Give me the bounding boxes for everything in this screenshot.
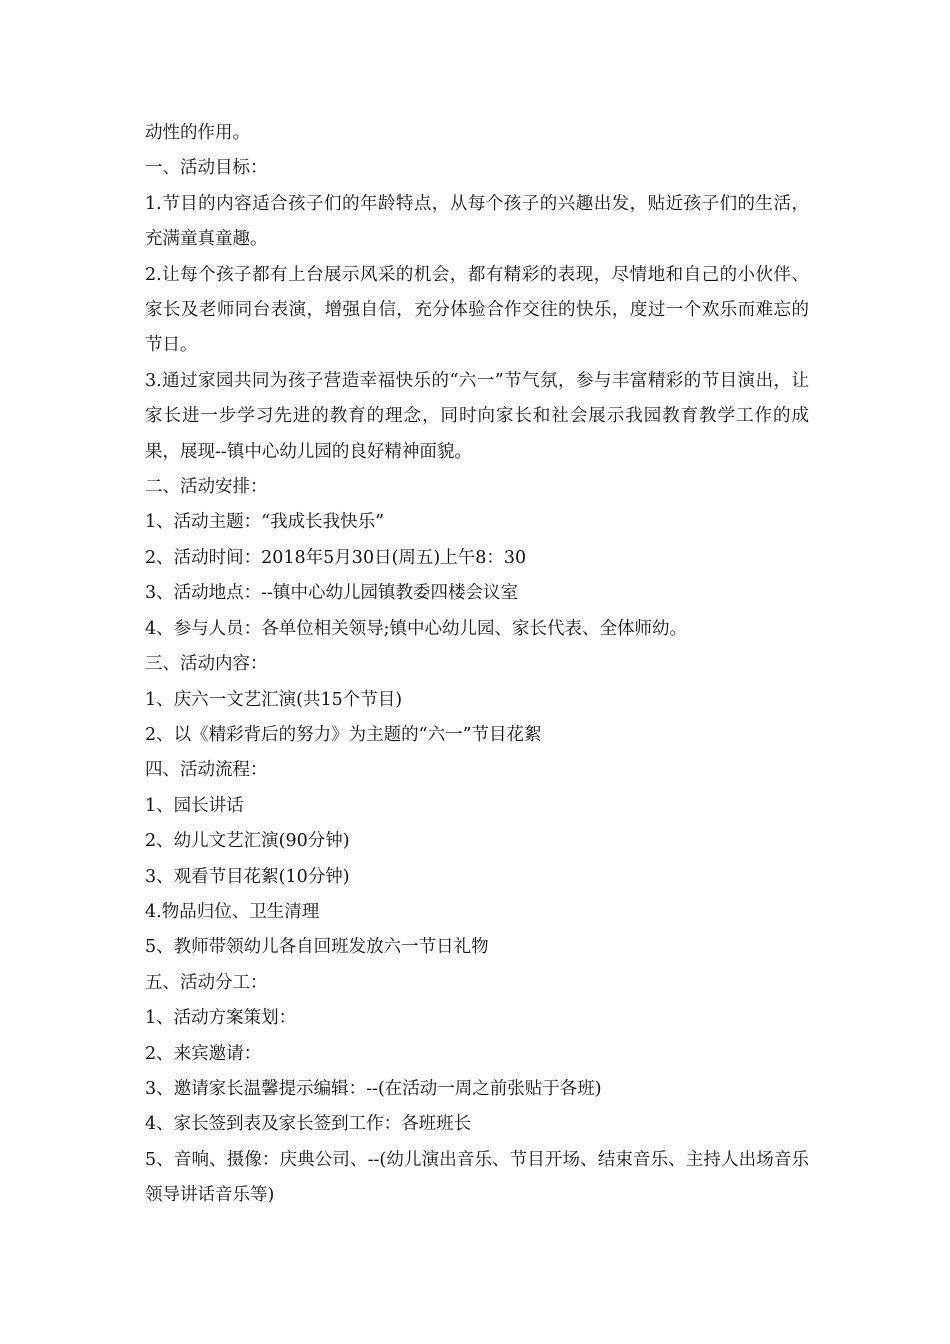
division-item-1: 1、活动方案策划： bbox=[145, 1008, 297, 1029]
division-item-5: 5、音响、摄像：庆典公司、--(幼儿演出音乐、节目开场、结束音乐、主持人出场音乐领导讲话音乐等) bbox=[145, 1149, 809, 1206]
section-heading-goals: 一、活动目标： bbox=[145, 158, 268, 179]
section-heading-arrangement: 二、活动安排： bbox=[145, 477, 268, 498]
process-item-4: 4.物品归位、卫生清理 bbox=[145, 901, 320, 922]
section-heading-content: 三、活动内容： bbox=[145, 654, 268, 675]
process-item-3: 3、观看节目花絮(10分钟) bbox=[145, 866, 350, 887]
arrangement-location: 3、活动地点：--镇中心幼儿园镇教委四楼会议室 bbox=[145, 583, 518, 604]
content-item-2: 2、以《精彩背后的努力》为主题的“六一”节目花絮 bbox=[145, 724, 542, 745]
process-item-1: 1、园长讲话 bbox=[145, 795, 244, 816]
document-body bbox=[145, 116, 809, 1214]
section-heading-process: 四、活动流程： bbox=[145, 760, 268, 781]
goal-item-1: 1.节目的内容适合孩子们的年龄特点，从每个孩子的兴趣出发，贴近孩子们的生活，充满童真童趣。 bbox=[145, 193, 809, 250]
division-item-4: 4、家长签到表及家长签到工作：各班班长 bbox=[145, 1114, 472, 1135]
section-heading-division: 五、活动分工： bbox=[145, 972, 268, 993]
content-item-1: 1、庆六一文艺汇演(共15个节目) bbox=[145, 689, 403, 710]
process-item-2: 2、幼儿文艺汇演(90分钟) bbox=[145, 831, 350, 852]
process-item-5: 5、教师带领幼儿各自回班发放六一节日礼物 bbox=[145, 937, 489, 958]
arrangement-participants: 4、参与人员：各单位相关领导;镇中心幼儿园、家长代表、全体师幼。 bbox=[145, 618, 688, 639]
arrangement-theme: 1、活动主题：“我成长我快乐” bbox=[145, 512, 385, 533]
arrangement-time: 2、活动时间：2018年5月30日(周五)上午8：30 bbox=[145, 547, 527, 568]
paragraph-intro-continuation: 动性的作用。 bbox=[145, 123, 250, 143]
goal-item-3: 3.通过家园共同为孩子营造幸福快乐的“六一”节气氛，参与丰富精彩的节目演出，让家长进一步学习先进的教育的理念，同时向家长和社会展示我园教育教学工作的成果，展现--镇中心幼儿园的良好精神面貌。 bbox=[145, 370, 809, 462]
goal-item-2: 2.让每个孩子都有上台展示风采的机会，都有精彩的表现，尽情地和自己的小伙伴、家长及老师同台表演，增强自信，充分体验合作交往的快乐，度过一个欢乐而难忘的节日。 bbox=[145, 264, 809, 356]
division-item-2: 2、来宾邀请： bbox=[145, 1043, 262, 1064]
division-item-3: 3、邀请家长温馨提示编辑：--(在活动一周之前张贴于各班) bbox=[145, 1078, 602, 1099]
